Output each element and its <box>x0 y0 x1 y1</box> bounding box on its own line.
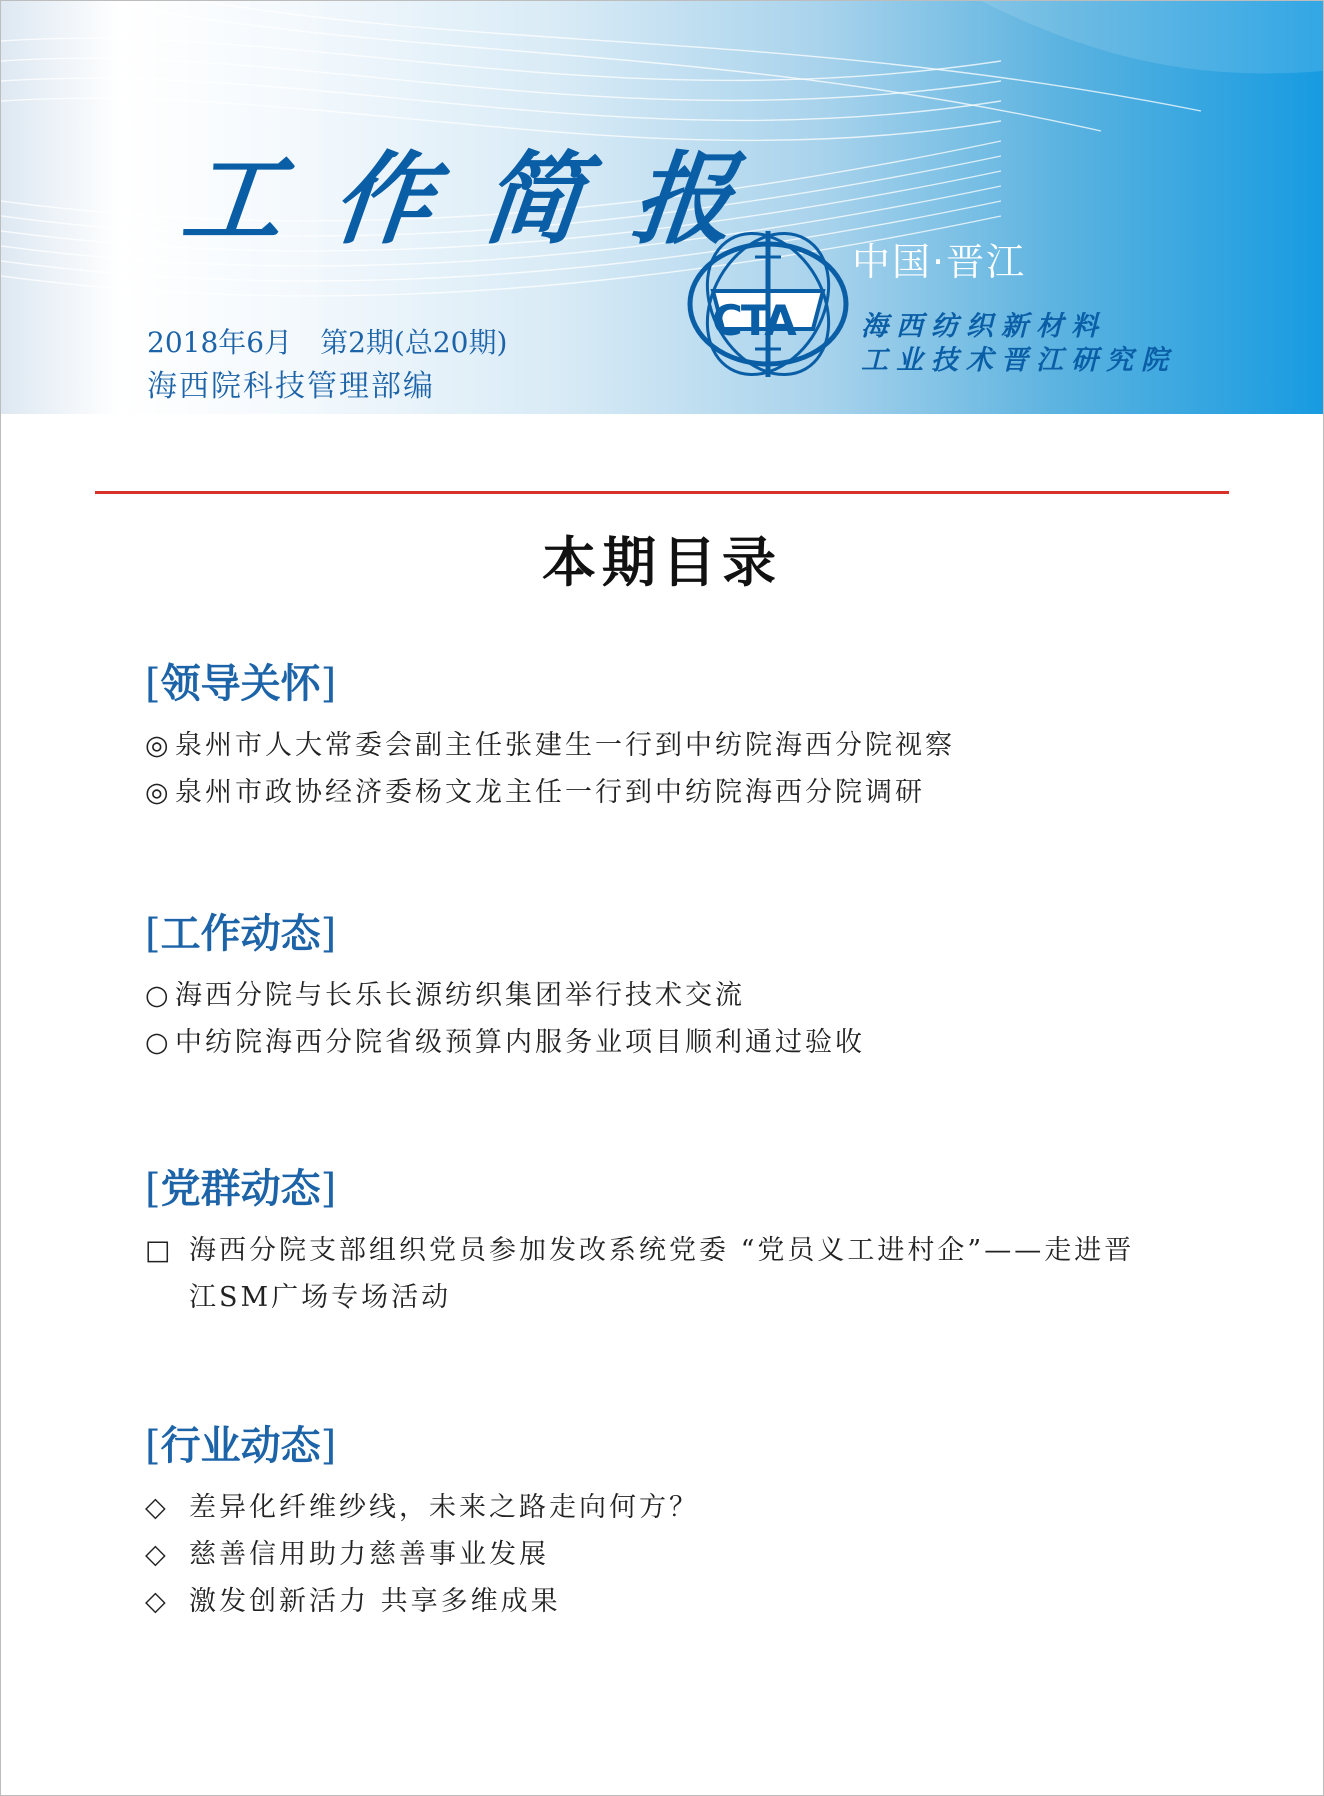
toc-item-text: 泉州市人大常委会副主任张建生一行到中纺院海西分院视察 <box>175 730 955 761</box>
circle-bullet-icon: ○ <box>145 1027 172 1058</box>
toc-section-industry-news <box>145 1418 1185 1625</box>
toc-item[interactable] <box>145 1227 1185 1321</box>
section-heading: [行业动态] <box>145 1422 337 1469</box>
section-heading: [工作动态] <box>145 910 337 957</box>
section-heading: [领导关怀] <box>145 660 337 707</box>
issue-date: 2018年6月 <box>147 326 293 359</box>
location-label: 中国·晋江 <box>852 240 1027 284</box>
toc-item[interactable] <box>145 972 1185 1019</box>
toc-section-leadership-care <box>145 656 1185 816</box>
double-circle-bullet-icon: ◎ <box>145 777 172 808</box>
toc-item[interactable] <box>145 1019 1185 1066</box>
org-name-line-1: 海西纺织新材料 <box>861 311 1106 342</box>
org-name-line-2: 工业技术晋江研究院 <box>861 345 1176 376</box>
diamond-bullet-icon: ◇ <box>145 1586 169 1617</box>
section-items <box>145 1484 1185 1625</box>
square-bullet-icon: □ <box>145 1235 174 1266</box>
toc-item-text: 海西分院支部组织党员参加发改系统党委 “党员义工进村企”——走进晋江SM广场专场活动 <box>189 1235 1135 1313</box>
toc-section-work-news <box>145 906 1185 1066</box>
diamond-bullet-icon: ◇ <box>145 1539 169 1570</box>
header-banner <box>1 1 1323 414</box>
diamond-bullet-icon: ◇ <box>145 1492 169 1523</box>
section-items <box>145 972 1185 1066</box>
toc-item-text: 差异化纤维纱线，未来之路走向何方？ <box>189 1492 699 1523</box>
section-heading: [党群动态] <box>145 1165 337 1212</box>
toc-item-text: 泉州市政协经济委杨文龙主任一行到中纺院海西分院调研 <box>175 777 925 808</box>
toc-item[interactable] <box>145 722 1185 769</box>
logo-lettering: CTA <box>712 296 795 345</box>
double-circle-bullet-icon: ◎ <box>145 730 172 761</box>
toc-title: 本期目录 <box>542 530 782 594</box>
red-divider <box>95 491 1229 494</box>
section-items <box>145 722 1185 816</box>
publication-title: 工作简报 <box>176 141 790 258</box>
section-items <box>145 1227 1185 1321</box>
toc-item[interactable] <box>145 1578 1185 1625</box>
editor-line: 海西院科技管理部编 <box>147 369 435 404</box>
toc-item-text: 中纺院海西分院省级预算内服务业项目顺利通过验收 <box>175 1027 865 1058</box>
toc-item-text: 海西分院与长乐长源纺织集团举行技术交流 <box>175 980 745 1011</box>
toc-section-party-news <box>145 1161 1185 1321</box>
toc-item-text: 慈善信用助力慈善事业发展 <box>189 1539 549 1570</box>
toc-item[interactable] <box>145 1531 1185 1578</box>
toc-item[interactable] <box>145 769 1185 816</box>
circle-bullet-icon: ○ <box>145 980 172 1011</box>
issue-number: 第2期(总20期) <box>320 326 508 359</box>
issue-info <box>147 321 535 361</box>
toc-item[interactable] <box>145 1484 1185 1531</box>
toc-item-text: 激发创新活力 共享多维成果 <box>189 1586 561 1617</box>
